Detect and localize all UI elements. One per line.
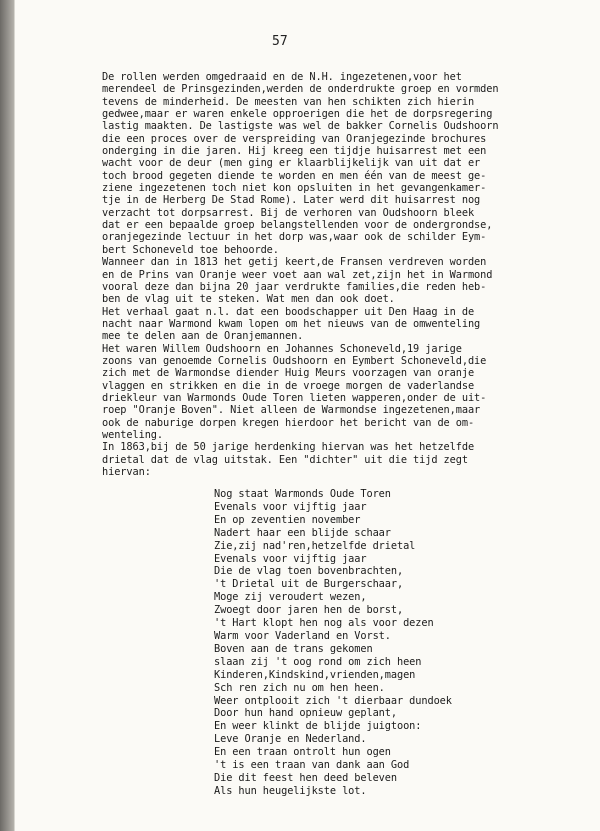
- text-line: verzacht tot dorpsarrest. Bij de verhoren van Oudshoorn bleek: [102, 206, 475, 219]
- poem-line: Boven aan de trans gekomen: [214, 642, 373, 655]
- poem-line: 't Hart klopt hen nog als voor dezen: [214, 617, 434, 630]
- poem-line: Weer ontplooit zich 't dierbaar dundoek: [214, 694, 452, 707]
- poem-line: 't Drietal uit de Burgerschaar,: [214, 578, 404, 591]
- text-line: zich met de Warmondse diender Huig Meurs voorzagen van oranje: [102, 367, 475, 380]
- text-line: tevens de minderheid. De meesten van hen schikten zich hierin: [102, 95, 475, 108]
- poem-block: [214, 488, 584, 798]
- poem-line: Door hun hand opnieuw geplant,: [214, 707, 397, 720]
- text-line: Wanneer dan in 1813 het getij keert,de Fransen verdreven worden: [102, 256, 487, 269]
- text-line: nacht naar Warmond kwam lopen om het nieuws van de omwenteling: [102, 317, 481, 330]
- text-line: gedwee,maar er waren enkele opproerigen die het de dorpsregering: [102, 108, 493, 121]
- poem-line: Die dit feest hen deed beleven: [214, 771, 397, 784]
- text-line: bert Schoneveld toe behoorde.: [102, 243, 279, 256]
- poem-line: Zie,zij nad'ren,hetzelfde drietal: [214, 539, 416, 552]
- text-line: vlaggen en strikken en die in de vroege morgen de vaderlandse: [102, 379, 475, 392]
- poem-line: Moge zij veroudert wezen,: [214, 591, 367, 604]
- poem-line: Leve Oranje en Nederland.: [214, 733, 367, 746]
- text-line: ziene ingezetenen toch niet kon opsluiten in het gevangenkamer-: [102, 182, 487, 195]
- poem-line: 't is een traan van dank aan God: [214, 759, 410, 772]
- poem-line: Als hun heugelijkste lot.: [214, 784, 367, 797]
- text-line: wenteling.: [102, 428, 163, 441]
- poem-line: En weer klinkt de blijde juigtoon:: [214, 720, 422, 733]
- text-line: In 1863,bij de 50 jarige herdenking hiervan was het hetzelfde: [102, 441, 475, 454]
- poem-line: Nog staat Warmonds Oude Toren: [214, 488, 391, 500]
- poem-line: Evenals voor vijftig jaar: [214, 500, 367, 513]
- poem-line: Die de vlag toen bovenbrachten,: [214, 565, 404, 578]
- text-line: vooral deze dan bijna 20 jaar verdrukte families,die reden heb-: [102, 280, 487, 293]
- binding-shadow: [0, 0, 14, 831]
- text-line: drietal dat de vlag uitstak. Een "dichter" uit die tijd zegt: [102, 453, 468, 466]
- page-number: 57: [272, 34, 288, 49]
- poem-line: Sch ren zich nu om hen heen.: [214, 681, 385, 694]
- text-line: en de Prins van Oranje weer voet aan wal zet,zijn het in Warmond: [102, 268, 493, 281]
- poem-line: Warm voor Vaderland en Vorst.: [214, 629, 391, 642]
- text-line: driekleur van Warmonds Oude Toren lieten wapperen,onder de uit-: [102, 391, 487, 404]
- text-line: die een proces over de verspreiding van Oranjegezinde brochures: [102, 132, 487, 145]
- text-line: De rollen werden omgedraaid en de N.H. ingezetenen,voor het: [102, 71, 462, 83]
- text-line: wacht voor de deur (men ging er klaarblijkelijk van uit dat er: [102, 157, 481, 170]
- text-line: mee te delen aan de Oranjemannen.: [102, 330, 304, 343]
- text-line: lastig maakten. De lastigste was wel de bakker Cornelis Oudshoorn: [102, 120, 499, 133]
- text-line: oranjegezinde lectuur in het dorp was,waar ook de schilder Eym-: [102, 231, 487, 244]
- text-line: hiervan:: [102, 466, 151, 478]
- poem-line: Kinderen,Kindskind,vrienden,magen: [214, 668, 416, 681]
- text-line: roep "Oranje Boven". Niet alleen de Warmondse ingezetenen,maar: [102, 404, 481, 417]
- text-line: ben de vlag uit te steken. Wat men dan ook doet.: [102, 293, 395, 306]
- poem-line: En een traan ontrolt hun ogen: [214, 746, 391, 759]
- prose-body: [102, 71, 592, 478]
- text-line: onderging in die jaren. Hij kreeg een tijdje huisarrest met een: [102, 145, 487, 158]
- poem-line: Nadert haar een blijde schaar: [214, 526, 391, 539]
- text-line: Het waren Willem Oudshoorn en Johannes Schoneveld,19 jarige: [102, 342, 462, 355]
- text-line: toch brood gegeten diende te worden en men één van de meest ge-: [102, 169, 487, 182]
- text-line: zoons van genoemde Cornelis Oudshoorn en Eymbert Schoneveld,die: [102, 354, 487, 367]
- text-line: dat er een bepaalde groep belangstellenden voor de ondergrondse,: [102, 219, 493, 232]
- poem-line: Zwoegt door jaren hen de borst,: [214, 604, 404, 617]
- poem-line: En op zeventien november: [214, 513, 361, 526]
- text-line: Het verhaal gaat n.l. dat een boodschapper uit Den Haag in de: [102, 305, 475, 318]
- text-line: merendeel de Prinsgezinden,werden de onderdrukte groep en vormden: [102, 83, 499, 96]
- poem-line: slaan zij 't oog rond om zich heen: [214, 655, 422, 668]
- text-line: tje in de Herberg De Stad Rome). Later werd dit huisarrest nog: [102, 194, 481, 207]
- text-line: ook de naburige dorpen kregen hierdoor het bericht van de om-: [102, 416, 475, 429]
- poem-line: Evenals voor vijftig jaar: [214, 552, 367, 565]
